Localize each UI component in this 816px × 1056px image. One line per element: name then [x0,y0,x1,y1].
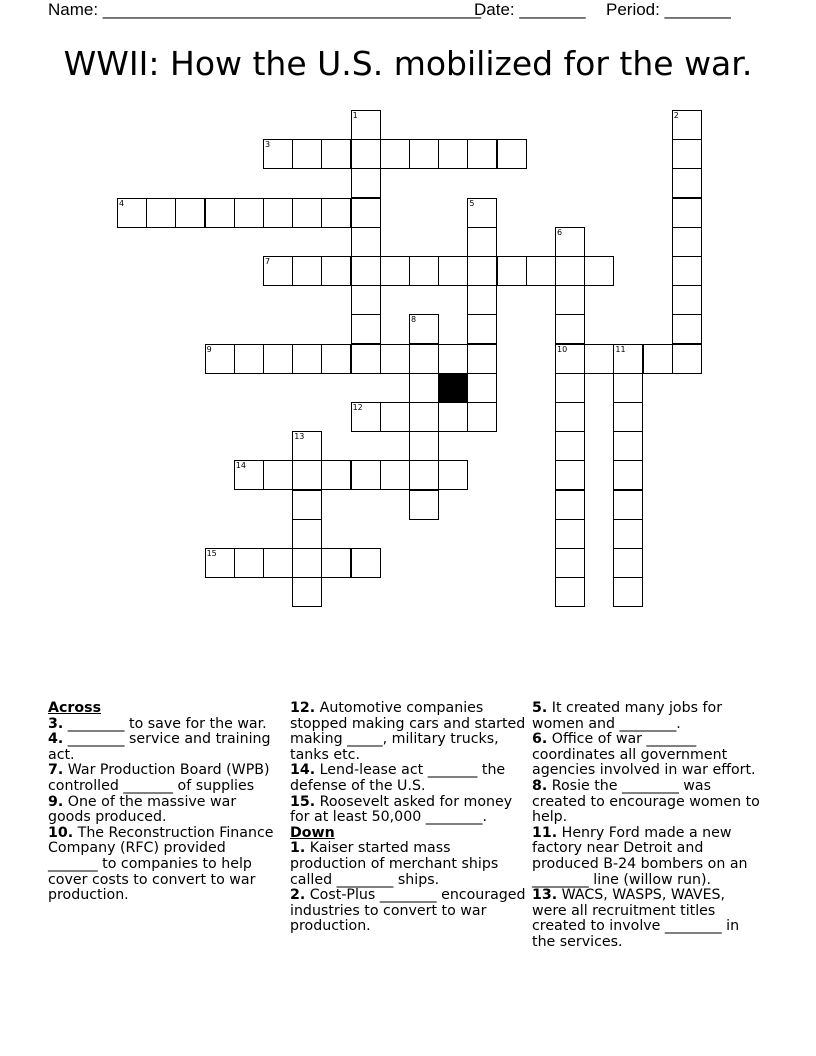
grid-cell[interactable] [672,110,702,140]
clues-column-2 [290,701,526,935]
grid-cell[interactable] [351,198,381,228]
clue-item [48,826,276,904]
clue-number: 8. [532,777,548,794]
grid-cell[interactable] [555,285,585,315]
grid-cell[interactable] [380,460,410,490]
grid-cell[interactable] [292,548,322,578]
grid-cell[interactable] [672,285,702,315]
clue-number: 4. [48,731,64,748]
grid-cell[interactable] [321,198,351,228]
grid-cell[interactable] [555,460,585,490]
clue-number-11: 11 [615,344,626,354]
clue-number: 9. [48,793,64,810]
clue-number: 1. [290,840,306,857]
grid-cell[interactable] [555,402,585,432]
grid-cell[interactable] [292,490,322,520]
grid-cell[interactable] [234,344,264,374]
grid-cell[interactable] [263,460,293,490]
grid-cell[interactable] [321,344,351,374]
clue-number-8: 8 [411,315,417,325]
clue-text: War Production Board (WPB) controlled _______ of supplies [48,762,270,794]
grid-cell[interactable] [409,402,439,432]
grid-cell[interactable] [467,227,497,257]
clue-number: 12. [290,700,316,716]
grid-cell[interactable] [263,548,293,578]
grid-cell[interactable] [467,373,497,403]
clue-item [290,841,526,888]
grid-cell[interactable] [321,460,351,490]
grid-cell[interactable] [117,198,147,228]
grid-cell[interactable] [351,314,381,344]
grid-cell[interactable] [584,256,614,286]
grid-cell[interactable] [175,198,205,228]
grid-cell[interactable] [380,344,410,374]
grid-cell[interactable] [234,460,264,490]
grid-cell[interactable] [409,460,439,490]
grid-cell[interactable] [205,344,235,374]
down-heading: Down [290,824,335,841]
clue-number: 10. [48,824,74,841]
clue-item [48,763,276,794]
grid-cell[interactable] [555,373,585,403]
clue-number-5: 5 [469,198,475,208]
clue-item [290,795,526,826]
clue-text: Automotive companies stopped making cars and started making _____, military trucks, tanks etc. [290,700,526,763]
grid-cell[interactable] [292,431,322,461]
grid-cell[interactable] [672,314,702,344]
clue-item [48,732,276,763]
grid-cell[interactable] [351,344,381,374]
grid-cell[interactable] [555,519,585,549]
clue-text: The Reconstruction Finance Company (RFC) provided _______ to companies to help cover costs to convert to war production. [48,824,274,904]
clue-number-12: 12 [352,403,363,412]
down-clue-list-continued [532,701,764,951]
clue-number-13: 13 [294,432,305,442]
grid-cell[interactable] [438,402,468,432]
grid-cell[interactable] [555,548,585,578]
grid-cell[interactable] [263,256,293,286]
grid-cell[interactable] [467,256,497,286]
clue-text: ________ service and training act. [48,731,271,763]
grid-cell[interactable] [467,285,497,315]
grid-cell[interactable] [234,548,264,578]
clue-number-10: 10 [557,344,568,354]
clue-number-2: 2 [673,111,679,120]
grid-cell[interactable] [409,431,439,461]
grid-cell[interactable] [409,139,439,169]
clues-column-3 [532,701,764,951]
clue-number: 7. [48,762,64,779]
grid-cell[interactable] [146,198,176,228]
grid-cell[interactable] [205,198,235,228]
grid-cell[interactable] [351,402,381,432]
grid-cell[interactable] [467,139,497,169]
clue-text: Office of war _______ coordinates all government agencies involved in war effort. [532,731,756,779]
grid-cell[interactable] [555,490,585,520]
grid-cell[interactable] [380,256,410,286]
clue-text: WACS, WASPS, WAVES, were all recruitment titles created to involve ________ in the services. [532,887,740,950]
grid-cell[interactable] [409,256,439,286]
grid-cell[interactable] [351,139,381,169]
grid-cell[interactable] [292,519,322,549]
grid-cell[interactable] [380,402,410,432]
clue-item [290,763,526,794]
grid-cell[interactable] [292,344,322,374]
grid-cell[interactable] [613,402,643,432]
clue-text: It created many jobs for women and ________. [532,700,723,732]
grid-cell[interactable] [438,344,468,374]
clue-item [532,701,764,732]
grid-cell[interactable] [234,198,264,228]
grid-cell[interactable] [292,256,322,286]
grid-cell[interactable] [584,344,614,374]
clue-item [532,779,764,826]
clue-text: One of the massive war goods produced. [48,793,237,826]
clue-number-4: 4 [119,198,125,208]
clue-number-15: 15 [206,549,217,558]
clue-text: Lend-lease act _______ the defense of the U.S. [290,762,506,794]
across-clue-list [48,717,276,904]
grid-cell[interactable] [672,227,702,257]
grid-cell[interactable] [438,460,468,490]
clue-text: Kaiser started mass production of merchant ships called ________ ships. [290,840,499,888]
date-field-label[interactable]: Date: _______ [474,0,586,19]
grid-cell[interactable] [613,519,643,549]
grid-cell[interactable] [613,460,643,490]
clues-column-1 [48,701,276,904]
clue-number: 15. [290,793,316,810]
grid-cell[interactable] [263,139,293,169]
grid-cell[interactable] [526,256,556,286]
clue-item [532,888,764,950]
grid-cell[interactable] [321,139,351,169]
grid-cell[interactable] [351,110,381,140]
grid-cell[interactable] [380,139,410,169]
clue-item [290,701,526,763]
grid-cell[interactable] [672,344,702,374]
clue-number: 3. [48,715,64,732]
grid-cell[interactable] [555,344,585,374]
clue-number-14: 14 [235,461,246,471]
clue-text: Roosevelt asked for money for at least 50,000 ________. [290,793,513,826]
clue-number: 6. [532,731,548,748]
grid-cell[interactable] [263,344,293,374]
grid-cell[interactable] [555,431,585,461]
clue-text: ________ to save for the war. [63,715,267,732]
grid-cell[interactable] [409,490,439,520]
grid-cell[interactable] [409,314,439,344]
clue-number-1: 1 [352,111,358,120]
grid-cell[interactable] [555,577,585,607]
grid-cell[interactable] [613,490,643,520]
grid-cell[interactable] [438,139,468,169]
clue-number-6: 6 [557,227,563,237]
clue-text: Rosie the ________ was created to encourage women to help. [532,777,760,826]
clue-number: 11. [532,824,558,841]
grid-cell[interactable] [555,256,585,286]
clue-item [532,826,764,888]
clue-number: 14. [290,762,316,779]
grid-cell[interactable] [613,373,643,403]
grid-cell[interactable] [292,198,322,228]
grid-cell[interactable] [497,256,527,286]
clue-number: 2. [290,887,306,904]
grid-cell[interactable] [613,548,643,578]
clue-number: 13. [532,887,558,904]
grid-cell[interactable] [643,344,673,374]
grid-cell[interactable] [351,256,381,286]
clue-item [48,717,276,733]
clue-text: Henry Ford made a new factory near Detroit and produced B-24 bombers on an ________ line (willow run). [532,824,748,888]
grid-cell[interactable] [351,460,381,490]
grid-cell[interactable] [672,198,702,228]
grid-cell[interactable] [467,402,497,432]
grid-cell[interactable] [467,198,497,228]
grid-cell[interactable] [613,344,643,374]
grid-cell[interactable] [555,227,585,257]
across-clue-list-continued [290,701,526,826]
period-field-label[interactable]: Period: _______ [606,0,731,19]
clue-text: Cost-Plus ________ encouraged industries to convert to war production. [290,887,526,935]
across-heading: Across [48,700,102,716]
name-field-label[interactable]: Name: ________________________________________ [48,0,481,19]
clue-item [532,732,764,779]
grid-cell[interactable] [672,139,702,169]
grid-cell[interactable] [351,168,381,198]
clue-number: 5. [532,700,548,716]
grid-cell[interactable] [205,548,235,578]
grid-cell[interactable] [467,344,497,374]
grid-cell[interactable] [467,314,497,344]
clue-item [290,888,526,935]
clue-item [48,795,276,826]
page-title: WWII: How the U.S. mobilized for the war. [63,44,753,83]
grid-cell[interactable] [292,139,322,169]
grid-cell[interactable] [351,227,381,257]
clue-number-9: 9 [206,344,212,354]
grid-cell[interactable] [613,431,643,461]
clue-number-7: 7 [265,257,271,266]
grid-cell[interactable] [438,256,468,286]
grid-cell[interactable] [351,285,381,315]
down-clue-list [290,841,526,935]
clue-number-3: 3 [265,140,271,150]
grid-cell[interactable] [555,314,585,344]
grid-cell[interactable] [613,577,643,607]
grid-cell[interactable] [263,198,293,228]
grid-cell[interactable] [321,256,351,286]
grid-cell[interactable] [292,577,322,607]
grid-cell[interactable] [351,548,381,578]
grid-cell[interactable] [292,460,322,490]
blocked-cell [438,373,468,403]
grid-cell[interactable] [409,373,439,403]
grid-cell[interactable] [321,548,351,578]
grid-cell[interactable] [409,344,439,374]
grid-cell[interactable] [497,139,527,169]
grid-cell[interactable] [672,168,702,198]
grid-cell[interactable] [672,256,702,286]
